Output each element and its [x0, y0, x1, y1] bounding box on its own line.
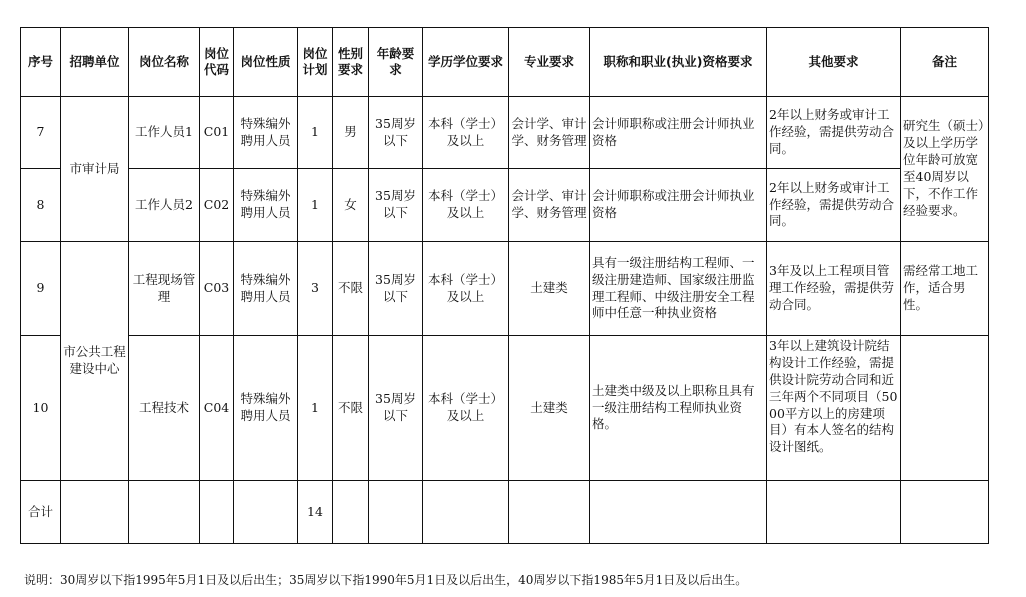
cell-post-name: 工程现场管理	[129, 242, 200, 336]
header-post-nature: 岗位性质	[234, 28, 298, 97]
header-other: 其他要求	[767, 28, 901, 97]
cell-unit: 市公共工程建设中心	[61, 242, 129, 481]
cell-education: 本科（学士）及以上	[423, 169, 509, 242]
cell-empty	[509, 481, 590, 544]
cell-post-code: C03	[200, 242, 234, 336]
header-education: 学历学位要求	[423, 28, 509, 97]
cell-empty	[61, 481, 129, 544]
cell-seq: 8	[21, 169, 61, 242]
cell-seq: 10	[21, 336, 61, 481]
header-qualification: 职称和职业(执业)资格要求	[590, 28, 767, 97]
cell-age: 35周岁以下	[369, 336, 423, 481]
cell-age: 35周岁以下	[369, 97, 423, 169]
header-remark: 备注	[901, 28, 989, 97]
cell-seq: 9	[21, 242, 61, 336]
cell-empty	[333, 481, 369, 544]
cell-gender: 不限	[333, 336, 369, 481]
table-row	[21, 336, 989, 481]
header-seq: 序号	[21, 28, 61, 97]
cell-post-plan: 3	[298, 242, 333, 336]
cell-unit: 市审计局	[61, 97, 129, 242]
cell-gender: 男	[333, 97, 369, 169]
header-post-code: 岗位代码	[200, 28, 234, 97]
cell-empty	[200, 481, 234, 544]
cell-post-name: 工作人员2	[129, 169, 200, 242]
table-row	[21, 242, 989, 336]
table-row	[21, 169, 989, 242]
cell-education: 本科（学士）及以上	[423, 97, 509, 169]
cell-major: 会计学、审计学、财务管理	[509, 97, 590, 169]
header-age: 年龄要求	[369, 28, 423, 97]
header-row	[21, 28, 989, 97]
cell-education: 本科（学士）及以上	[423, 242, 509, 336]
cell-qualification: 会计师职称或注册会计师执业资格	[590, 169, 767, 242]
cell-empty	[590, 481, 767, 544]
cell-major: 土建类	[509, 242, 590, 336]
cell-empty	[767, 481, 901, 544]
cell-other: 3年以上建筑设计院结构设计工作经验，需提供设计院劳动合同和近三年两个不同项目（5000平方以上的房建项目）有本人签名的结构设计图纸。	[767, 336, 901, 481]
total-row	[21, 481, 989, 544]
header-post-name: 岗位名称	[129, 28, 200, 97]
cell-post-plan: 1	[298, 169, 333, 242]
cell-post-nature: 特殊编外聘用人员	[234, 336, 298, 481]
cell-remark: 需经常工地工作，适合男性。	[901, 242, 989, 336]
footnote: 说明：30周岁以下指1995年5月1日及以后出生；35周岁以下指1990年5月1日及以后出生，40周岁以下指1985年5月1日及以后出生。	[24, 573, 748, 587]
cell-education: 本科（学士）及以上	[423, 336, 509, 481]
cell-other: 2年以上财务或审计工作经验，需提供劳动合同。	[767, 97, 901, 169]
header-unit: 招聘单位	[61, 28, 129, 97]
cell-gender: 不限	[333, 242, 369, 336]
header-post-plan: 岗位计划	[298, 28, 333, 97]
header-major: 专业要求	[509, 28, 590, 97]
cell-qualification: 土建类中级及以上职称且具有一级注册结构工程师执业资格。	[590, 336, 767, 481]
cell-post-plan: 1	[298, 97, 333, 169]
cell-post-plan: 1	[298, 336, 333, 481]
cell-age: 35周岁以下	[369, 242, 423, 336]
header-gender: 性别要求	[333, 28, 369, 97]
cell-post-code: C04	[200, 336, 234, 481]
cell-post-name: 工程技术	[129, 336, 200, 481]
cell-post-code: C02	[200, 169, 234, 242]
cell-gender: 女	[333, 169, 369, 242]
cell-post-nature: 特殊编外聘用人员	[234, 169, 298, 242]
cell-empty	[901, 481, 989, 544]
cell-empty	[369, 481, 423, 544]
cell-post-code: C01	[200, 97, 234, 169]
cell-empty	[423, 481, 509, 544]
cell-remark	[901, 336, 989, 481]
cell-seq: 7	[21, 97, 61, 169]
cell-post-nature: 特殊编外聘用人员	[234, 97, 298, 169]
cell-empty	[234, 481, 298, 544]
cell-post-nature: 特殊编外聘用人员	[234, 242, 298, 336]
cell-total-plan: 14	[298, 481, 333, 544]
cell-total-label: 合计	[21, 481, 61, 544]
cell-major: 土建类	[509, 336, 590, 481]
cell-empty	[129, 481, 200, 544]
table-row	[21, 97, 989, 169]
cell-other: 3年及以上工程项目管理工作经验，需提供劳动合同。	[767, 242, 901, 336]
cell-other: 2年以上财务或审计工作经验，需提供劳动合同。	[767, 169, 901, 242]
cell-qualification: 会计师职称或注册会计师执业资格	[590, 97, 767, 169]
cell-post-name: 工作人员1	[129, 97, 200, 169]
cell-qualification: 具有一级注册结构工程师、一级注册建造师、国家级注册监理工程师、中级注册安全工程师中任意一种执业资格	[590, 242, 767, 336]
cell-remark: 研究生（硕士）及以上学历学位年龄可放宽至40周岁以下，不作工作经验要求。	[901, 97, 989, 242]
cell-major: 会计学、审计学、财务管理	[509, 169, 590, 242]
recruitment-table	[20, 27, 989, 544]
cell-age: 35周岁以下	[369, 169, 423, 242]
